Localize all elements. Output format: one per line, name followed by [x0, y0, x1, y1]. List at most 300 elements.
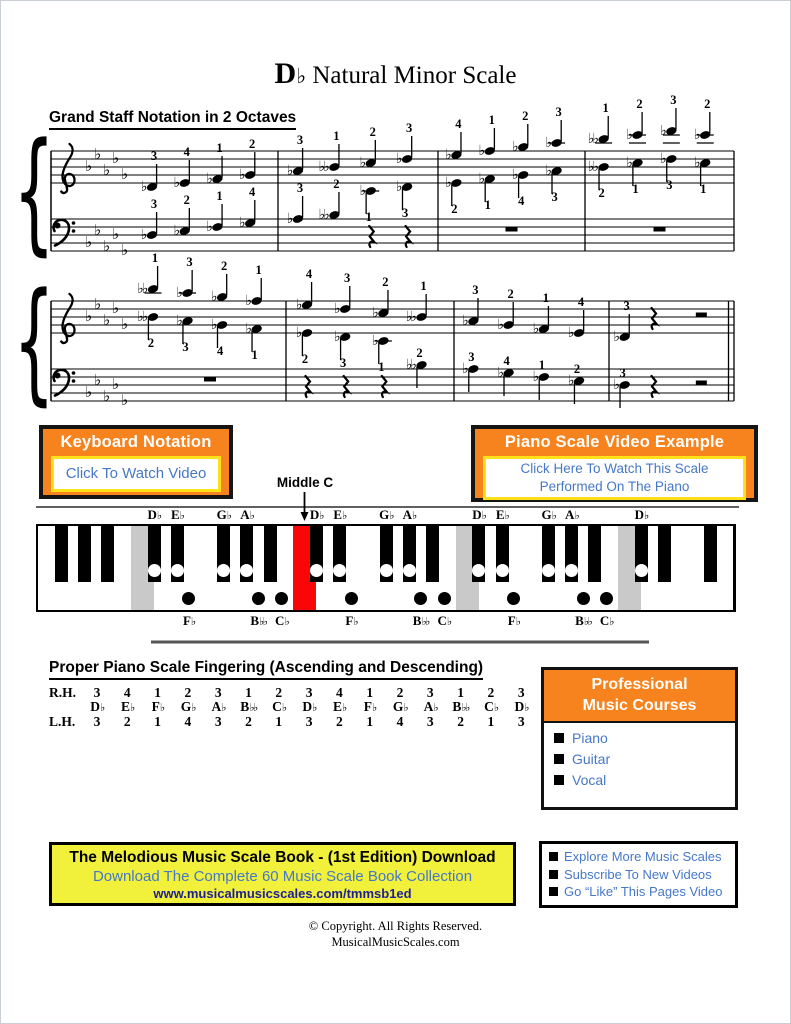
- black-key-label: D♭: [309, 507, 323, 522]
- square-bullet-icon: [554, 733, 564, 743]
- flat-accidental: ♭: [245, 321, 251, 338]
- white-key-label: B♭♭: [575, 613, 592, 628]
- scale-note-name: E♭: [333, 699, 346, 714]
- lh-fingering: 4: [184, 714, 192, 729]
- fingering-number: 3: [619, 366, 626, 380]
- bass-clef-icon: [54, 220, 76, 246]
- scale-note-name: B♭♭: [240, 699, 257, 714]
- flat-accidental: ♭: [694, 155, 699, 172]
- rh-fingering: 1: [154, 685, 161, 700]
- bass-clef-dot: [55, 223, 61, 229]
- fingering-number: 4: [216, 344, 224, 358]
- fingering-number: 3: [468, 350, 475, 364]
- bass-clef-dot: [72, 379, 76, 383]
- scale-note-name: G♭: [180, 699, 195, 714]
- bass-clef-dot: [55, 373, 61, 379]
- black-key: [55, 526, 68, 582]
- flat-accidental: ♭: [210, 317, 216, 334]
- courses-title-line2: Music Courses: [582, 697, 697, 714]
- scale-note-dot: [403, 564, 416, 577]
- quarter-rest: [652, 308, 657, 329]
- key-signature-flat: ♭: [103, 387, 111, 405]
- flat-accidental: ♭: [359, 183, 365, 200]
- rh-fingering: 2: [396, 685, 404, 700]
- scale-note-name: F♭: [363, 699, 376, 714]
- more-link[interactable]: Go “Like” This Pages Video: [549, 884, 735, 899]
- fingering-number: 3: [296, 133, 304, 147]
- flat-accidental: ♭: [295, 325, 301, 342]
- scale-note-dot: [380, 564, 393, 577]
- key-signature-flat: ♭: [103, 161, 111, 179]
- scale-video-link[interactable]: [483, 456, 746, 500]
- scale-note-dot: [333, 564, 346, 577]
- fingering-number: 3: [340, 356, 347, 370]
- key-signature-flat: ♭: [121, 241, 129, 259]
- fingering-number: 1: [378, 360, 385, 374]
- black-key-label: D♭: [147, 507, 161, 522]
- black-key-label: G♭: [541, 507, 556, 522]
- black-key-label: D♭: [634, 507, 648, 522]
- more-link[interactable]: Subscribe To New Videos: [549, 867, 735, 882]
- rh-fingering: 3: [426, 685, 434, 700]
- flat-accidental: ♭: [395, 179, 401, 196]
- scale-note-name: D♭: [90, 699, 104, 714]
- flat-accidental: ♭: [694, 127, 699, 144]
- lh-fingering: 2: [123, 714, 131, 729]
- fingering-number: 3: [555, 105, 562, 119]
- double-flat-accidental: ♭♭: [137, 309, 147, 326]
- video-example-box: [471, 425, 758, 502]
- fingering-number: 2: [451, 202, 458, 216]
- brace-glyph: {: [13, 263, 55, 419]
- fingering-number: 3: [670, 93, 677, 107]
- scale-note-dot: [275, 592, 288, 605]
- scale-note-name: D♭: [514, 699, 528, 714]
- fingering-number: 2: [522, 109, 529, 123]
- flat-accidental: ♭: [613, 329, 619, 346]
- key-signature-flat: ♭: [112, 225, 120, 243]
- fingering-number: 3: [401, 206, 409, 220]
- title-root-letter: D: [274, 57, 297, 90]
- key-signature-flat: ♭: [103, 311, 111, 329]
- quarter-rest: [344, 376, 349, 397]
- lh-fingering: 2: [457, 714, 464, 729]
- fingering-number: 2: [636, 97, 643, 111]
- flat-accidental: ♭: [372, 333, 377, 350]
- middle-c-label: Middle C: [276, 475, 334, 490]
- flat-accidental: ♭: [512, 139, 517, 156]
- flat-accidental: ♭: [497, 317, 503, 334]
- white-key-label: B♭♭: [412, 613, 429, 628]
- rh-fingering: 3: [93, 685, 101, 700]
- course-link[interactable]: Guitar: [554, 751, 735, 767]
- bass-clef-dot: [72, 221, 76, 225]
- fingering-number: 3: [296, 181, 304, 195]
- black-key-label: E♭: [171, 507, 184, 522]
- flat-accidental: ♭: [497, 365, 503, 382]
- flat-accidental: ♭: [532, 369, 538, 386]
- black-key: [658, 526, 671, 582]
- scale-note-dot: [438, 592, 451, 605]
- flat-accidental: ♭: [239, 167, 244, 184]
- lh-label: L.H.: [49, 714, 76, 729]
- fingering-number: 1: [151, 251, 159, 265]
- watch-video-link[interactable]: [51, 456, 221, 492]
- flat-accidental: ♭: [462, 313, 467, 330]
- fingering-number: 3: [623, 299, 630, 313]
- flat-accidental: ♭: [462, 361, 467, 378]
- fingering-number: 2: [598, 186, 605, 200]
- flat-accidental: ♭: [286, 211, 292, 228]
- fingering-number: 2: [220, 259, 228, 273]
- square-bullet-icon: [549, 852, 558, 861]
- black-key-label: D♭: [472, 507, 486, 522]
- key-signature-flat: ♭: [85, 383, 93, 401]
- square-bullet-icon: [549, 870, 558, 879]
- system-brace: [13, 114, 54, 269]
- flat-accidental: ♭: [660, 123, 665, 140]
- lh-fingering: 2: [336, 714, 343, 729]
- flat-accidental: ♭: [334, 301, 339, 318]
- scale-note-name: A♭: [423, 699, 438, 714]
- rh-fingering: 1: [457, 685, 464, 700]
- site-name-line: MusicalMusicScales.com: [331, 935, 460, 949]
- fingering-number: 1: [488, 113, 495, 127]
- whole-rest: [654, 227, 666, 232]
- white-key-label: F♭: [345, 613, 358, 628]
- fingering-number: 2: [333, 177, 340, 191]
- white-key-label: F♭: [182, 613, 195, 628]
- quarter-rest: [369, 226, 374, 247]
- scale-note-dot: [507, 592, 520, 605]
- fingering-number: 1: [632, 182, 639, 196]
- black-key-label: G♭: [379, 507, 393, 522]
- rh-fingering: 1: [245, 685, 252, 700]
- flat-accidental: ♭: [613, 377, 619, 394]
- keyboard-notation-title: Keyboard Notation: [60, 433, 212, 451]
- white-key-label: C♭: [599, 613, 613, 628]
- black-key-label: A♭: [240, 507, 254, 522]
- flat-accidental: ♭: [532, 321, 538, 338]
- fingering-number: 2: [507, 287, 514, 301]
- flat-accidental: ♭: [626, 155, 631, 172]
- scale-note-dot: [565, 564, 578, 577]
- system-brace: [13, 264, 54, 419]
- lh-fingering: 1: [154, 714, 161, 729]
- title-scale-name: Natural Minor Scale: [306, 62, 517, 89]
- professional-courses-title: [544, 670, 735, 723]
- key-signature-flat: ♭: [94, 371, 102, 389]
- fingering-number: 1: [255, 263, 262, 277]
- scale-video-link-line2[interactable]: Performed On The Piano: [539, 479, 690, 494]
- fingering-number: 2: [369, 125, 376, 139]
- fingering-number: 1: [484, 198, 491, 212]
- flat-accidental: ♭: [140, 227, 146, 244]
- key-signature-flat: ♭: [85, 157, 93, 175]
- flat-accidental: ♭: [173, 223, 179, 240]
- flat-accidental: ♭: [512, 167, 517, 184]
- double-flat-accidental: ♭♭: [587, 159, 598, 176]
- fingering-number: 2: [704, 97, 711, 111]
- scale-note-name: E♭: [120, 699, 134, 714]
- more-links-list: [542, 849, 735, 899]
- scale-note-dot: [217, 564, 230, 577]
- fingering-number: 3: [182, 340, 189, 354]
- rh-fingering: 4: [336, 685, 343, 700]
- flat-accidental: ♭: [660, 151, 665, 168]
- scale-video-link-line1[interactable]: Click Here To Watch This Scale: [520, 461, 709, 476]
- scale-note-dot: [542, 564, 555, 577]
- quarter-rest: [306, 376, 311, 397]
- course-link[interactable]: Vocal: [554, 772, 735, 788]
- flat-accidental: ♭: [295, 297, 301, 314]
- black-key: [264, 526, 277, 582]
- fingering-number: 3: [551, 190, 558, 204]
- square-bullet-icon: [549, 887, 558, 896]
- flat-accidental: ♭: [210, 289, 216, 306]
- courses-list: [544, 730, 735, 788]
- fingering-number: 1: [700, 182, 707, 196]
- fingering-number: 4: [249, 185, 256, 199]
- flat-accidental: ♭: [206, 219, 211, 236]
- fingering-number: 3: [405, 121, 413, 135]
- scale-note-dot: [252, 592, 265, 605]
- scale-book-download-link[interactable]: Download The Complete 60 Music Scale Book Collection: [92, 868, 473, 885]
- rh-label: R.H.: [49, 685, 76, 700]
- lh-fingering: 3: [426, 714, 434, 729]
- fingering-number: 3: [666, 178, 673, 192]
- fingering-number: 4: [577, 295, 585, 309]
- fingering-number: 2: [573, 362, 581, 376]
- lh-fingering: 4: [396, 714, 404, 729]
- course-link[interactable]: Piano: [554, 730, 735, 746]
- black-key: [101, 526, 114, 582]
- scale-note-name: B♭♭: [452, 699, 469, 714]
- fingering-number: 2: [183, 193, 190, 207]
- white-key-label: C♭: [275, 613, 289, 628]
- rh-fingering: 3: [214, 685, 222, 700]
- scale-note-dot: [171, 564, 184, 577]
- fingering-table: [1, 685, 571, 745]
- key-signature-flat: ♭: [112, 375, 120, 393]
- black-key-label: G♭: [216, 507, 231, 522]
- more-links-box: [539, 841, 738, 908]
- flat-accidental: ♭: [545, 135, 551, 152]
- scale-book-box: [49, 842, 516, 906]
- fingering-number: 4: [183, 145, 190, 159]
- flat-accidental: ♭: [176, 285, 182, 302]
- flat-accidental: ♭: [372, 305, 377, 322]
- flat-accidental: ♭: [478, 171, 484, 188]
- title-flat-symbol: ♭: [296, 64, 307, 88]
- scale-book-url-link[interactable]: www.musicalmusicscales.com/tmmsb1ed: [153, 886, 412, 901]
- rh-fingering: 3: [305, 685, 313, 700]
- fingering-number: 3: [186, 255, 193, 269]
- more-link[interactable]: Explore More Music Scales: [549, 849, 735, 864]
- flat-accidental: ♭: [545, 163, 551, 180]
- courses-title-line1: Professional: [591, 676, 688, 693]
- black-key: [78, 526, 91, 582]
- half-rest: [696, 313, 707, 318]
- scale-note-name: C♭: [272, 699, 286, 714]
- scale-note-dot: [496, 564, 509, 577]
- fingering-number: 2: [301, 352, 309, 366]
- fingering-number: 2: [382, 275, 389, 289]
- scale-book-title: The Melodious Music Scale Book - (1st Edition) Download: [69, 849, 496, 866]
- flat-accidental: ♭: [286, 163, 292, 180]
- fingering-number: 1: [333, 129, 340, 143]
- double-flat-accidental: ♭♭: [587, 131, 598, 148]
- fingering-number: 1: [251, 348, 258, 362]
- flat-accidental: ♭: [334, 329, 339, 346]
- fingering-number: 2: [147, 336, 155, 350]
- key-signature-flat: ♭: [121, 165, 129, 183]
- double-flat-accidental: ♭♭: [318, 159, 328, 176]
- black-key: [588, 526, 601, 582]
- fingering-number: 1: [420, 279, 427, 293]
- fingering-number: 1: [542, 291, 549, 305]
- flat-accidental: ♭: [206, 171, 211, 188]
- key-signature-flat: ♭: [85, 307, 93, 325]
- fingering-number: 3: [472, 283, 479, 297]
- quarter-rest: [652, 376, 657, 397]
- fingering-number: 2: [416, 346, 423, 360]
- black-key: [426, 526, 439, 582]
- lh-fingering: 3: [305, 714, 313, 729]
- piano-keyboard: [36, 501, 736, 641]
- scale-note-name: F♭: [151, 699, 164, 714]
- fingering-number: 3: [150, 197, 158, 211]
- bass-clef-icon: [54, 370, 76, 396]
- square-bullet-icon: [554, 754, 564, 764]
- fingering-number: 1: [365, 210, 372, 224]
- whole-rest: [204, 377, 216, 382]
- copyright-line: © Copyright. All Rights Reserved.: [308, 919, 483, 933]
- lh-fingering: 1: [487, 714, 495, 729]
- fingering-number: 4: [503, 354, 510, 368]
- double-flat-accidental: ♭♭: [405, 309, 416, 326]
- square-bullet-icon: [554, 775, 564, 785]
- quarter-rest: [406, 226, 411, 247]
- flat-accidental: ♭: [626, 127, 631, 144]
- rh-fingering: 2: [275, 685, 283, 700]
- scale-note-name: D♭: [302, 699, 316, 714]
- flat-accidental: ♭: [395, 151, 401, 168]
- fingering-number: 4: [305, 267, 313, 281]
- double-flat-accidental: ♭♭: [137, 281, 147, 298]
- white-key-label: F♭: [507, 613, 520, 628]
- key-signature-flat: ♭: [112, 149, 120, 167]
- key-signature-flat: ♭: [94, 295, 102, 313]
- scale-note-dot: [148, 564, 161, 577]
- bass-clef-dot: [72, 229, 76, 233]
- lh-fingering: 3: [517, 714, 525, 729]
- black-key-label: A♭: [565, 507, 579, 522]
- rh-fingering: 2: [487, 685, 495, 700]
- key-signature-flat: ♭: [94, 221, 102, 239]
- fingering-number: 1: [216, 189, 223, 203]
- fingering-number: 2: [249, 137, 256, 151]
- key-signature-flat: ♭: [85, 233, 93, 251]
- fingering-number: 1: [538, 358, 545, 372]
- keyboard-notation-box: [39, 425, 233, 499]
- rh-fingering: 1: [366, 685, 374, 700]
- flat-accidental: ♭: [567, 373, 573, 390]
- black-key-label: E♭: [495, 507, 509, 522]
- fingering-number: 1: [602, 101, 609, 115]
- fingering-number: 3: [150, 149, 158, 163]
- scale-note-dot: [577, 592, 590, 605]
- flat-accidental: ♭: [173, 175, 179, 192]
- flat-accidental: ♭: [445, 147, 450, 164]
- watch-video-link-label[interactable]: Click To Watch Video: [65, 465, 207, 482]
- scale-note-dot: [635, 564, 648, 577]
- white-key-label: C♭: [437, 613, 451, 628]
- scale-note-name: G♭: [392, 699, 408, 714]
- flat-accidental: ♭: [478, 143, 484, 160]
- white-key-label: B♭♭: [250, 613, 267, 628]
- piano-keys: [36, 524, 736, 612]
- fingering-heading: Proper Piano Scale Fingering (Ascending and Descending): [49, 659, 483, 680]
- fingering-number: 1: [216, 141, 223, 155]
- bass-clef-dot: [72, 371, 76, 375]
- scale-note-dot: [600, 592, 613, 605]
- video-example-title: Piano Scale Video Example: [504, 433, 725, 451]
- quarter-rest: [382, 376, 387, 397]
- flat-accidental: ♭: [239, 215, 244, 232]
- double-flat-accidental: ♭♭: [318, 207, 328, 224]
- key-signature-flat: ♭: [121, 315, 129, 333]
- black-key-label: A♭: [402, 507, 416, 522]
- rh-fingering: 4: [123, 685, 131, 700]
- rh-fingering: 3: [517, 685, 525, 700]
- lh-fingering: 1: [275, 714, 283, 729]
- scale-note-name: A♭: [211, 699, 225, 714]
- scale-note-name: C♭: [484, 699, 498, 714]
- black-key-label: E♭: [333, 507, 346, 522]
- flat-accidental: ♭: [359, 155, 365, 172]
- key-signature-flat: ♭: [121, 391, 129, 409]
- flat-accidental: ♭: [245, 293, 251, 310]
- grand-staff-system-2: [13, 251, 734, 419]
- flat-accidental: ♭: [176, 313, 182, 330]
- key-signature-flat: ♭: [112, 299, 120, 317]
- lh-fingering: 1: [366, 714, 374, 729]
- lh-fingering: 3: [93, 714, 101, 729]
- flat-accidental: ♭: [140, 179, 146, 196]
- key-signature-flat: ♭: [94, 145, 102, 163]
- double-flat-accidental: ♭♭: [405, 357, 416, 374]
- half-rest: [696, 381, 707, 386]
- flat-accidental: ♭: [567, 325, 573, 342]
- page-title: [1, 57, 790, 91]
- key-signature-flat: ♭: [103, 237, 111, 255]
- grand-staff-heading: Grand Staff Notation in 2 Octaves: [49, 109, 296, 130]
- brace-glyph: {: [13, 113, 55, 269]
- lh-fingering: 3: [214, 714, 222, 729]
- rh-fingering: 2: [184, 685, 192, 700]
- scale-note-dot: [345, 592, 358, 605]
- fingering-number: 4: [455, 117, 462, 131]
- whole-rest: [506, 227, 518, 232]
- black-key: [704, 526, 717, 582]
- lh-fingering: 2: [245, 714, 252, 729]
- flat-accidental: ♭: [445, 175, 450, 192]
- fingering-number: 4: [518, 194, 525, 208]
- professional-courses-box: [541, 667, 738, 810]
- fingering-number: 3: [344, 271, 351, 285]
- scale-note-dot: [310, 564, 323, 577]
